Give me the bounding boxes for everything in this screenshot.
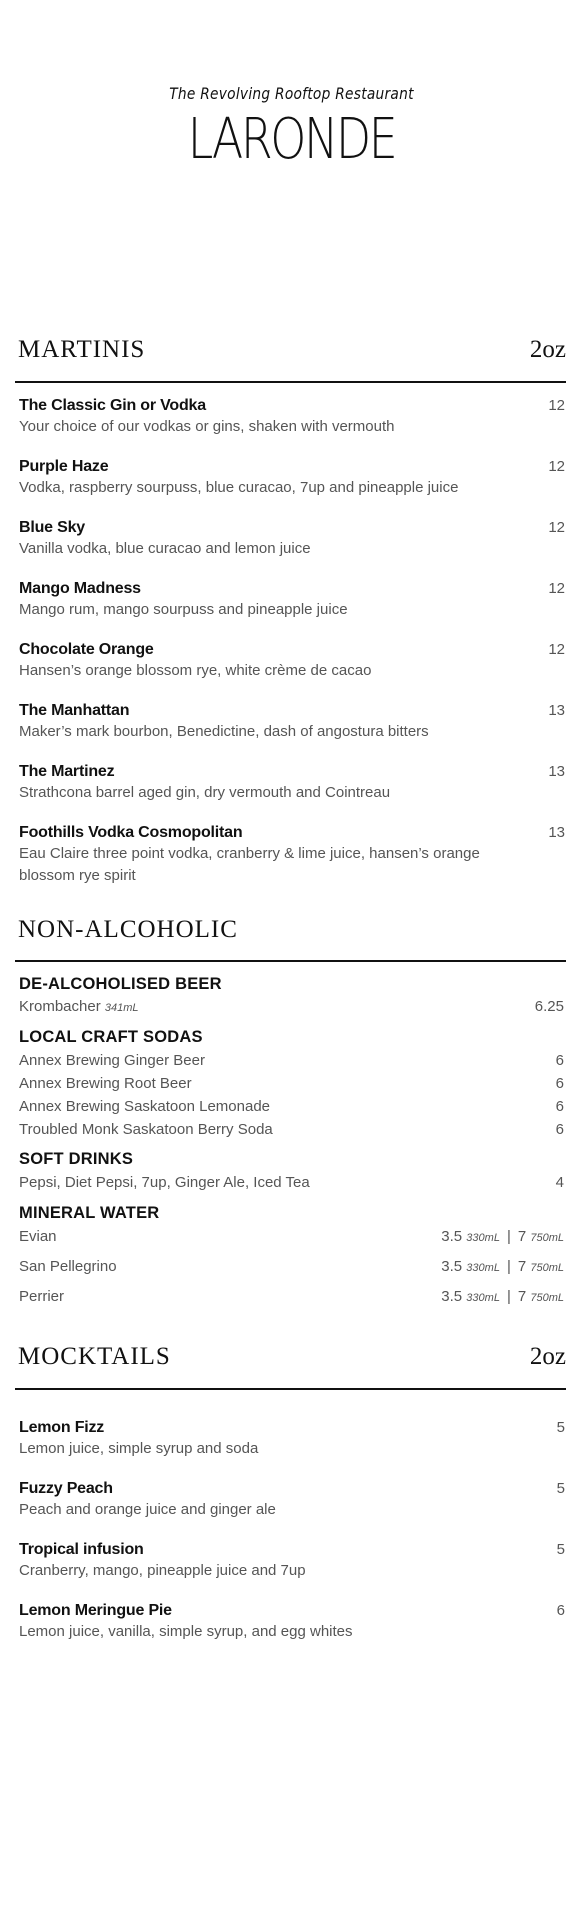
item-name: Chocolate Orange <box>19 641 154 658</box>
martinis-size: 2oz <box>529 336 566 363</box>
menu-item <box>19 1418 565 1460</box>
list-item <box>19 1098 564 1120</box>
martinis-divider <box>15 381 566 383</box>
list-item <box>19 1228 564 1250</box>
menu-item <box>19 518 565 560</box>
item-name: Purple Haze <box>19 458 109 475</box>
item-description: Maker’s mark bourbon, Benedictine, dash of angostura bitters <box>19 723 429 740</box>
non-alcoholic-divider <box>15 960 566 962</box>
item-description: Vanilla vodka, blue curacao and lemon juice <box>19 540 311 557</box>
mocktails-size: 2oz <box>529 1343 566 1370</box>
item-price: 5 <box>556 1480 565 1497</box>
item-price: 5 <box>556 1541 565 1558</box>
item-price: 6 <box>555 1121 564 1138</box>
sodas-category-title: LOCAL CRAFT SODAS <box>19 1028 203 1046</box>
mineral-water-category-title: MINERAL WATER <box>19 1204 160 1222</box>
item-price: 13 <box>548 824 565 841</box>
menu-item <box>19 701 565 743</box>
item-name: Lemon Meringue Pie <box>19 1602 172 1619</box>
list-item <box>19 1121 564 1143</box>
item-name: Foothills Vodka Cosmopolitan <box>19 824 243 841</box>
item-price-pair: 3.5 330mL | 7 750mL <box>441 1258 564 1275</box>
menu-item <box>19 579 565 621</box>
item-description: Strathcona barrel aged gin, dry vermouth and Cointreau <box>19 784 391 801</box>
item-price: 6 <box>555 1052 564 1069</box>
item-price: 12 <box>548 519 565 536</box>
item-price-pair: 3.5 330mL | 7 750mL <box>441 1228 564 1245</box>
item-price: 6 <box>555 1075 564 1092</box>
non-alcoholic-title: NON-ALCOHOLIC <box>18 916 238 943</box>
beer-category-title: DE-ALCOHOLISED BEER <box>19 975 222 993</box>
mocktails-title: MOCKTAILS <box>18 1343 171 1370</box>
mocktails-header <box>18 1343 566 1371</box>
mocktails-divider <box>15 1388 566 1390</box>
item-description: Peach and orange juice and ginger ale <box>19 1501 276 1518</box>
item-name: Mango Madness <box>19 580 141 597</box>
item-description: Lemon juice, vanilla, simple syrup, and egg whites <box>19 1623 353 1640</box>
item-price: 12 <box>548 458 565 475</box>
item-name: Krombacher 341mL <box>19 998 139 1015</box>
martinis-title: MARTINIS <box>18 336 146 363</box>
item-name: Fuzzy Peach <box>19 1480 113 1497</box>
item-description: Cranberry, mango, pineapple juice and 7up <box>19 1562 306 1579</box>
list-item <box>19 1075 564 1097</box>
list-item <box>19 1174 564 1196</box>
item-price: 5 <box>556 1419 565 1436</box>
item-name: The Classic Gin or Vodka <box>19 397 206 414</box>
menu-item <box>19 1540 565 1582</box>
item-description: Vodka, raspberry sourpuss, blue curacao, 7up and pineapple juice <box>19 479 459 496</box>
menu-item <box>19 1601 565 1643</box>
item-price: 4 <box>555 1174 564 1191</box>
non-alcoholic-header <box>18 916 566 944</box>
item-description: Mango rum, mango sourpuss and pineapple juice <box>19 601 348 618</box>
item-name: Annex Brewing Root Beer <box>19 1075 192 1092</box>
list-item <box>19 998 564 1020</box>
soft-drinks-category-title: SOFT DRINKS <box>19 1150 134 1168</box>
list-item <box>19 1288 564 1310</box>
list-item <box>19 1258 564 1280</box>
menu-item <box>19 1479 565 1521</box>
item-name: San Pellegrino <box>19 1258 117 1275</box>
item-price: 13 <box>548 702 565 719</box>
item-price-pair: 3.5 330mL | 7 750mL <box>441 1288 564 1305</box>
menu-item <box>19 396 565 438</box>
restaurant-logo: LARONDE <box>187 107 396 172</box>
item-name: Annex Brewing Saskatoon Lemonade <box>19 1098 271 1115</box>
item-name: Perrier <box>19 1288 65 1305</box>
item-price: 6 <box>556 1602 565 1619</box>
item-name: Tropical infusion <box>19 1541 144 1558</box>
item-price: 13 <box>548 763 565 780</box>
item-price: 12 <box>548 580 565 597</box>
item-description: Lemon juice, simple syrup and soda <box>19 1440 259 1457</box>
item-price: 12 <box>548 641 565 658</box>
item-name: The Manhattan <box>19 702 130 719</box>
item-volume: 341mL <box>104 1002 139 1014</box>
item-name: Blue Sky <box>19 519 85 536</box>
item-price: 6.25 <box>534 998 564 1015</box>
item-name: Pepsi, Diet Pepsi, 7up, Ginger Ale, Iced Tea <box>19 1174 310 1191</box>
item-name: The Martinez <box>19 763 115 780</box>
menu-item <box>19 640 565 682</box>
item-name: Annex Brewing Ginger Beer <box>19 1052 205 1069</box>
item-description: Your choice of our vodkas or gins, shaken with vermouth <box>19 418 395 435</box>
restaurant-tagline: The Revolving Rooftop Restaurant <box>169 84 414 103</box>
menu-item <box>19 823 565 887</box>
menu-item <box>19 457 565 499</box>
item-name: Lemon Fizz <box>19 1419 105 1436</box>
item-description: Eau Claire three point vodka, cranberry & lime juice, hansen’s orange blossom rye spirit <box>19 845 480 884</box>
item-description: Hansen’s orange blossom rye, white crème de cacao <box>19 662 372 679</box>
item-price: 6 <box>555 1098 564 1115</box>
list-item <box>19 1052 564 1074</box>
menu-item <box>19 762 565 804</box>
martinis-header <box>18 336 566 364</box>
item-name: Troubled Monk Saskatoon Berry Soda <box>19 1121 273 1138</box>
item-name: Evian <box>19 1228 57 1245</box>
item-price: 12 <box>548 397 565 414</box>
